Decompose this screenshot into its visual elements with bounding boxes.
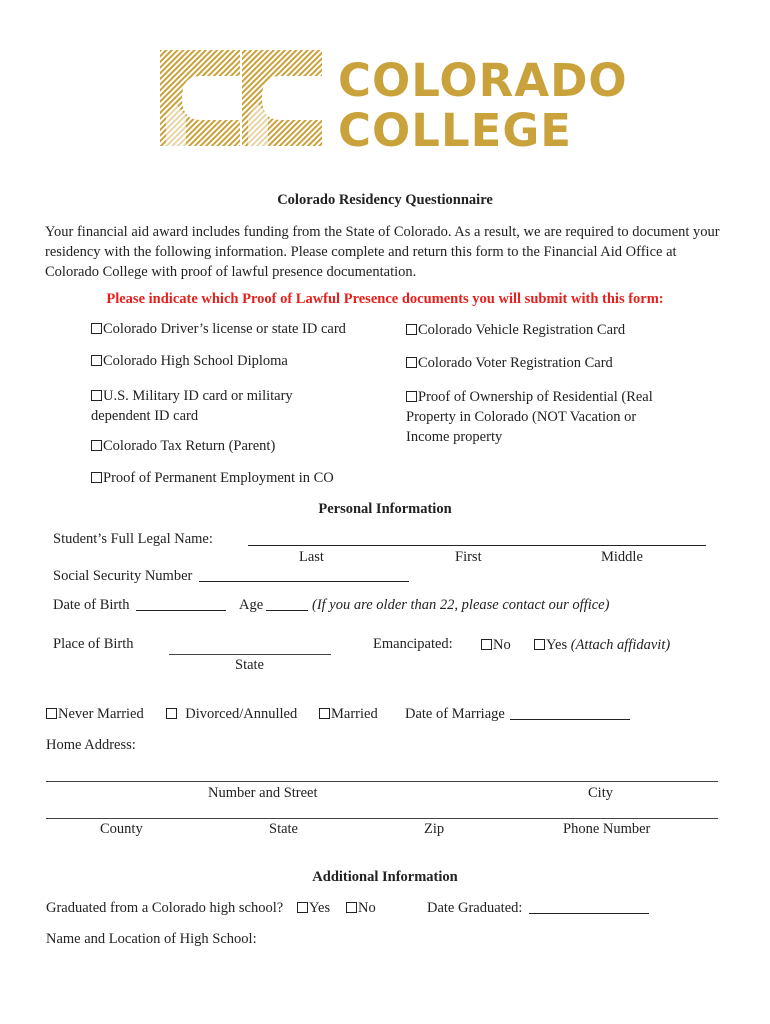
cc-logo-mark-icon	[152, 46, 324, 151]
military-id-checkbox[interactable]	[91, 390, 102, 401]
proof-heading: Please indicate which Proof of Lawful Presence documents you will submit with this form:	[106, 291, 664, 307]
tax-return-checkbox[interactable]	[91, 440, 102, 451]
vehicle-registration-label: Colorado Vehicle Registration Card	[418, 322, 626, 338]
age-label: Age	[239, 597, 264, 613]
emancipated-yes-label: Yes	[546, 637, 568, 653]
option-hs-diploma[interactable]	[91, 353, 288, 370]
option-military-id[interactable]	[91, 386, 331, 426]
graduated-question: Graduated from a Colorado high school?	[46, 900, 284, 916]
option-drivers-license[interactable]	[91, 321, 346, 338]
additional-info-heading: Additional Information	[312, 869, 458, 885]
full-name-label: Student’s Full Legal Name:	[53, 531, 213, 547]
phone-caption: Phone Number	[563, 821, 651, 837]
option-employment[interactable]	[91, 470, 334, 487]
high-school-label: Name and Location of High School:	[46, 931, 257, 947]
last-name-caption: Last	[299, 549, 324, 565]
graduated-no-label: No	[358, 900, 376, 916]
vehicle-registration-checkbox[interactable]	[406, 324, 417, 335]
graduated-yes-checkbox[interactable]	[297, 902, 308, 913]
number-street-caption: Number and Street	[208, 785, 318, 801]
zip-caption: Zip	[424, 821, 445, 837]
property-ownership-label: Proof of Ownership of Residential (Real Property in Colorado (NOT Vacation or Income property	[406, 389, 653, 445]
voter-registration-checkbox[interactable]	[406, 357, 417, 368]
divorced-checkbox[interactable]	[166, 708, 177, 719]
date-graduated-field[interactable]	[529, 913, 649, 914]
option-tax-return[interactable]	[91, 438, 275, 455]
date-of-marriage-label: Date of Marriage	[405, 706, 505, 722]
married-checkbox[interactable]	[319, 708, 330, 719]
first-name-caption: First	[455, 549, 482, 565]
hs-diploma-checkbox[interactable]	[91, 355, 102, 366]
drivers-license-label: Colorado Driver’s license or state ID card	[103, 321, 346, 337]
city-caption: City	[588, 785, 613, 801]
never-married-option[interactable]	[46, 706, 144, 723]
option-property-ownership[interactable]	[406, 387, 676, 447]
age-note: (If you are older than 22, please contact our office)	[312, 597, 610, 613]
emancipated-no-label: No	[493, 637, 511, 653]
option-vehicle-registration[interactable]	[406, 322, 625, 339]
address-state-caption: State	[269, 821, 298, 837]
graduated-no-option[interactable]	[346, 900, 376, 917]
intro-paragraph: Your financial aid award includes funding from the State of Colorado. As a result, we are required to document your residency with the following information. Please complete and return this form to the Financial Aid Office at Colorado College with proof of lawful presence documentation.	[45, 224, 720, 280]
ssn-label: Social Security Number	[53, 568, 193, 584]
date-of-marriage-field[interactable]	[510, 719, 630, 720]
form-title: Colorado Residency Questionnaire	[277, 192, 493, 208]
place-of-birth-label: Place of Birth	[53, 636, 134, 652]
college-logo	[152, 46, 627, 156]
home-address-label: Home Address:	[46, 737, 136, 753]
full-name-field[interactable]	[248, 545, 706, 546]
personal-info-heading: Personal Information	[318, 501, 452, 517]
married-label: Married	[331, 706, 378, 722]
married-option[interactable]	[319, 706, 378, 723]
age-field[interactable]	[266, 610, 308, 611]
employment-label: Proof of Permanent Employment in CO	[103, 470, 334, 486]
military-id-label: U.S. Military ID card or military dependent ID card	[91, 388, 293, 424]
emancipated-yes-checkbox[interactable]	[534, 639, 545, 650]
logo-wordmark-line1: COLORADO	[338, 54, 628, 107]
middle-name-caption: Middle	[601, 549, 643, 565]
voter-registration-label: Colorado Voter Registration Card	[418, 355, 613, 371]
property-ownership-checkbox[interactable]	[406, 391, 417, 402]
emancipated-no-option[interactable]	[481, 637, 511, 654]
dob-label: Date of Birth	[53, 597, 130, 613]
divorced-label: Divorced/Annulled	[185, 706, 298, 722]
option-voter-registration[interactable]	[406, 355, 613, 372]
tax-return-label: Colorado Tax Return (Parent)	[103, 438, 276, 454]
ssn-field[interactable]	[199, 581, 409, 582]
graduated-no-checkbox[interactable]	[346, 902, 357, 913]
logo-wordmark-line2: COLLEGE	[338, 104, 573, 157]
pob-state-caption: State	[235, 657, 264, 673]
address-line-1-field[interactable]	[46, 781, 718, 782]
emancipated-no-checkbox[interactable]	[481, 639, 492, 650]
graduated-yes-option[interactable]	[297, 900, 330, 917]
emancipated-yes-option[interactable]	[534, 637, 670, 654]
dob-field[interactable]	[136, 610, 226, 611]
affidavit-note: (Attach affidavit)	[570, 637, 671, 653]
emancipated-label: Emancipated:	[373, 636, 453, 652]
county-caption: County	[100, 821, 143, 837]
divorced-option[interactable]	[166, 706, 297, 723]
never-married-checkbox[interactable]	[46, 708, 57, 719]
place-of-birth-field[interactable]	[169, 654, 331, 655]
hs-diploma-label: Colorado High School Diploma	[103, 353, 288, 369]
date-graduated-label: Date Graduated:	[427, 900, 523, 916]
drivers-license-checkbox[interactable]	[91, 323, 102, 334]
graduated-yes-label: Yes	[309, 900, 331, 916]
employment-checkbox[interactable]	[91, 472, 102, 483]
never-married-label: Never Married	[58, 706, 144, 722]
address-line-2-field[interactable]	[46, 818, 718, 819]
